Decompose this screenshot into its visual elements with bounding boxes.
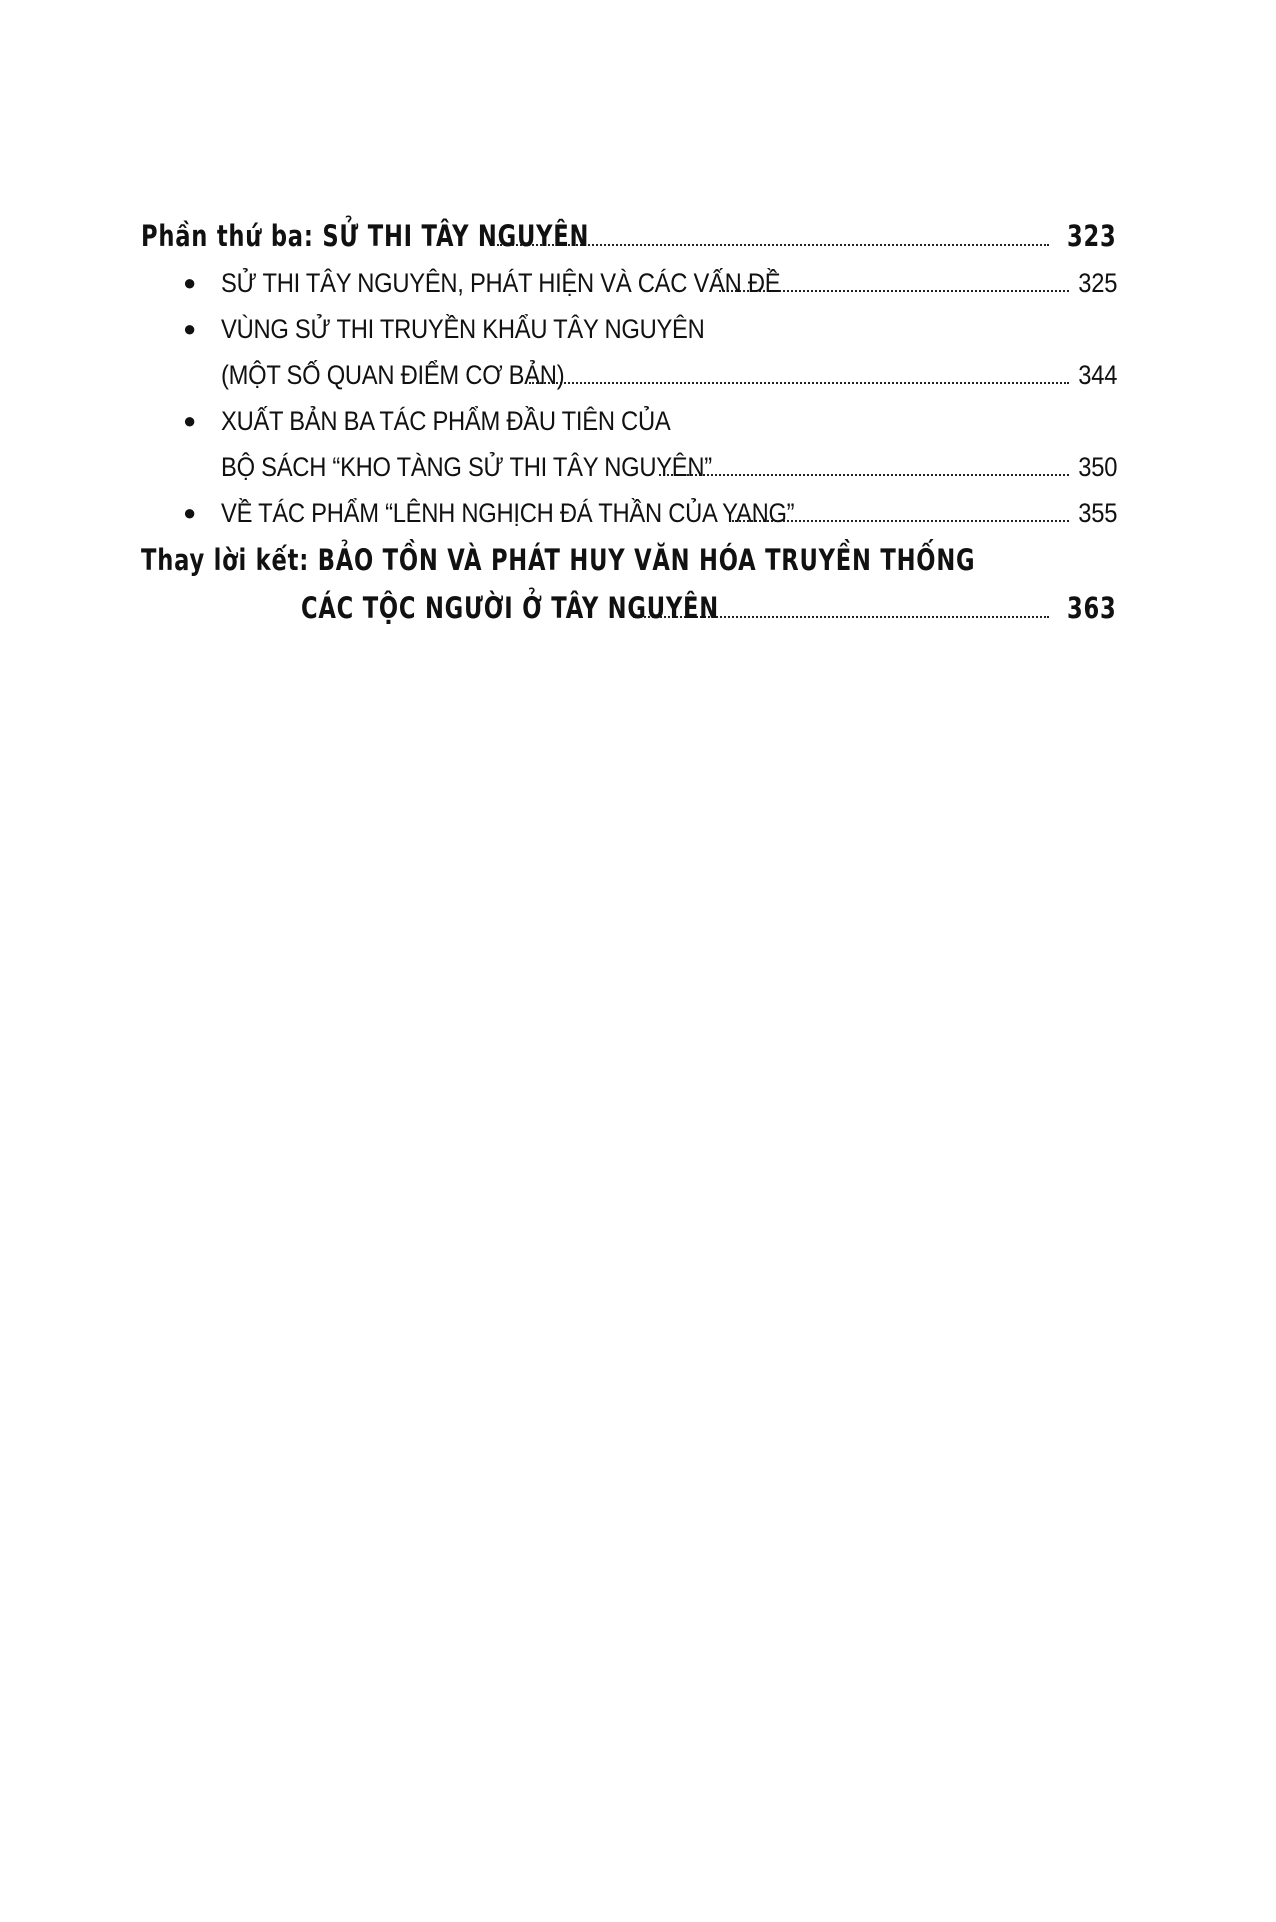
entry-page-number: 355 bbox=[1078, 498, 1117, 528]
closing-title-line: BẢO TỒN VÀ PHÁT HUY VĂN HÓA TRUYỀN THỐNG bbox=[317, 543, 976, 577]
bullet-icon: ● bbox=[183, 408, 196, 433]
toc-entry[interactable] bbox=[141, 398, 1117, 490]
entry-title-line: VÙNG SỬ THI TRUYỀN KHẨU TÂY NGUYÊN bbox=[221, 314, 705, 344]
dot-leader bbox=[529, 382, 1069, 384]
closing-page-number: 363 bbox=[1067, 591, 1117, 625]
entry-title-line: SỬ THI TÂY NGUYÊN, PHÁT HIỆN VÀ CÁC VẤN ĐỀ bbox=[221, 268, 781, 298]
entry-title-line: (MỘT SỐ QUAN ĐIỂM CƠ BẢN) bbox=[221, 360, 565, 390]
part-prefix: Phần thứ ba: bbox=[141, 219, 314, 253]
entry-title-line: BỘ SÁCH “KHO TÀNG SỬ THI TÂY NGUYÊN” bbox=[221, 452, 712, 482]
bullet-icon: ● bbox=[183, 316, 196, 341]
closing-prefix: Thay lời kết: bbox=[141, 543, 310, 577]
toc-entry[interactable] bbox=[141, 490, 1117, 536]
entry-page-number: 344 bbox=[1078, 360, 1117, 390]
toc-closing-heading[interactable] bbox=[141, 536, 1117, 632]
entry-page-number: 350 bbox=[1078, 452, 1117, 482]
table-of-contents bbox=[141, 212, 1117, 632]
toc-entry[interactable] bbox=[141, 260, 1117, 306]
entry-page-number: 325 bbox=[1078, 268, 1117, 298]
toc-part-heading[interactable] bbox=[141, 212, 1117, 260]
dot-leader bbox=[659, 474, 1069, 476]
toc-entry[interactable] bbox=[141, 306, 1117, 398]
entry-title-line: VỀ TÁC PHẨM “LÊNH NGHỊCH ĐÁ THẦN CỦA YANG” bbox=[221, 498, 795, 528]
bullet-icon: ● bbox=[183, 500, 196, 525]
part-page-number: 323 bbox=[1067, 219, 1117, 253]
part-title: SỬ THI TÂY NGUYÊN bbox=[322, 219, 590, 253]
entry-title-line: XUẤT BẢN BA TÁC PHẨM ĐẦU TIÊN CỦA bbox=[221, 406, 671, 436]
bullet-icon: ● bbox=[183, 270, 196, 295]
closing-title-line: CÁC TỘC NGƯỜI Ở TÂY NGUYÊN bbox=[301, 591, 719, 625]
